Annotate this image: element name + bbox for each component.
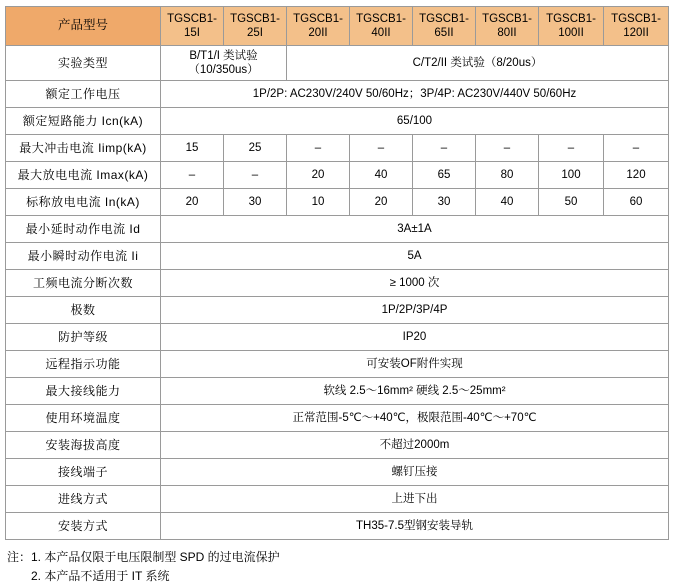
- table-row: [6, 108, 669, 135]
- table-cell: –: [224, 162, 287, 189]
- table-cell: 100: [539, 162, 604, 189]
- row-label: 进线方式: [6, 486, 161, 513]
- row-label: 最大接线能力: [6, 378, 161, 405]
- row-label: 接线端子: [6, 459, 161, 486]
- table-header: [6, 7, 669, 46]
- model-name: TGSCB1-80II: [482, 12, 532, 39]
- table-cell: 30: [224, 189, 287, 216]
- row-label: 最小瞬时动作电流 Ii: [6, 243, 161, 270]
- table-cell: 15: [161, 135, 224, 162]
- row-label: 安装海拔高度: [6, 432, 161, 459]
- header-model-2: [224, 7, 287, 46]
- table-row: [6, 513, 669, 540]
- table-cell: 3A±1A: [161, 216, 669, 243]
- model-name: TGSCB1-15I: [167, 12, 217, 39]
- table-cell: –: [413, 135, 476, 162]
- table-cell: 30: [413, 189, 476, 216]
- table-cell: ≥ 1000 次: [161, 270, 669, 297]
- header-product-model: 产品型号: [6, 7, 161, 46]
- table-cell: IP20: [161, 324, 669, 351]
- table-cell: 60: [604, 189, 669, 216]
- table-row: [6, 46, 669, 81]
- header-model-5: [413, 7, 476, 46]
- table-row: [6, 270, 669, 297]
- table-cell: 50: [539, 189, 604, 216]
- table-cell: 40: [350, 162, 413, 189]
- model-name: TGSCB1-65II: [419, 12, 469, 39]
- model-name: TGSCB1-120II: [611, 12, 661, 39]
- table-cell: 65/100: [161, 108, 669, 135]
- table-cell: C/T2/II 类试验（8/20us）: [287, 46, 669, 81]
- row-label: 最小延时动作电流 Id: [6, 216, 161, 243]
- model-name: TGSCB1-100II: [546, 12, 596, 39]
- table-cell: TH35-7.5型钢安装导轨: [161, 513, 669, 540]
- note-line: 注：1. 本产品仅限于电压限制型 SPD 的过电流保护: [7, 550, 280, 564]
- table-cell: –: [350, 135, 413, 162]
- model-name: TGSCB1-20II: [293, 12, 343, 39]
- table-row: [6, 351, 669, 378]
- row-label: 工频电流分断次数: [6, 270, 161, 297]
- table-cell: –: [539, 135, 604, 162]
- row-label: 防护等级: [6, 324, 161, 351]
- table-cell: –: [476, 135, 539, 162]
- table-row: [6, 189, 669, 216]
- row-label: 使用环境温度: [6, 405, 161, 432]
- row-label: 额定短路能力 Icn(kA): [6, 108, 161, 135]
- table-cell: –: [604, 135, 669, 162]
- table-cell: 20: [350, 189, 413, 216]
- header-model-6: [476, 7, 539, 46]
- row-label: 额定工作电压: [6, 81, 161, 108]
- header-model-3: [287, 7, 350, 46]
- table-cell: 可安装OF附件实现: [161, 351, 669, 378]
- row-label: 最大放电电流 Imax(kA): [6, 162, 161, 189]
- table-cell: 65: [413, 162, 476, 189]
- table-cell: 10: [287, 189, 350, 216]
- table-cell: –: [161, 162, 224, 189]
- table-cell: 25: [224, 135, 287, 162]
- table-cell: 正常范围-5℃～+40℃，极限范围-40℃～+70℃: [161, 405, 669, 432]
- table-cell: 120: [604, 162, 669, 189]
- table-cell: 80: [476, 162, 539, 189]
- row-label: 标称放电电流 In(kA): [6, 189, 161, 216]
- table-cell: 5A: [161, 243, 669, 270]
- note-line: 2. 本产品不适用于 IT 系统: [7, 568, 170, 583]
- row-label: 实验类型: [6, 46, 161, 81]
- table-cell: 20: [287, 162, 350, 189]
- table-cell: B/T1/I 类试验 （10/350us）: [161, 46, 287, 81]
- table-cell: –: [287, 135, 350, 162]
- table-row: [6, 378, 669, 405]
- table-cell: 上进下出: [161, 486, 669, 513]
- specification-table: [5, 6, 669, 540]
- row-label: 远程指示功能: [6, 351, 161, 378]
- row-label: 安装方式: [6, 513, 161, 540]
- header-model-7: [539, 7, 604, 46]
- table-row: [6, 135, 669, 162]
- table-row: [6, 81, 669, 108]
- table-cell: 不超过2000m: [161, 432, 669, 459]
- table-row: [6, 324, 669, 351]
- model-name: TGSCB1-25I: [230, 12, 280, 39]
- table-row: [6, 459, 669, 486]
- table-body: [6, 46, 669, 540]
- table-cell: 软线 2.5～16mm² 硬线 2.5～25mm²: [161, 378, 669, 405]
- table-cell: 1P/2P: AC230V/240V 50/60Hz；3P/4P: AC230V/440V 50/60Hz: [161, 81, 669, 108]
- notes-block: [7, 548, 668, 585]
- row-label: 最大冲击电流 Iimp(kA): [6, 135, 161, 162]
- header-row: [6, 7, 669, 46]
- header-model-1: [161, 7, 224, 46]
- table-cell: 20: [161, 189, 224, 216]
- table-cell: 螺钉压接: [161, 459, 669, 486]
- table-row: [6, 162, 669, 189]
- table-row: [6, 432, 669, 459]
- header-model-4: [350, 7, 413, 46]
- table-row: [6, 297, 669, 324]
- model-name: TGSCB1-40II: [356, 12, 406, 39]
- table-cell: 1P/2P/3P/4P: [161, 297, 669, 324]
- table-row: [6, 243, 669, 270]
- table-row: [6, 216, 669, 243]
- table-cell: 40: [476, 189, 539, 216]
- table-row: [6, 486, 669, 513]
- table-row: [6, 405, 669, 432]
- header-model-8: [604, 7, 669, 46]
- row-label: 极数: [6, 297, 161, 324]
